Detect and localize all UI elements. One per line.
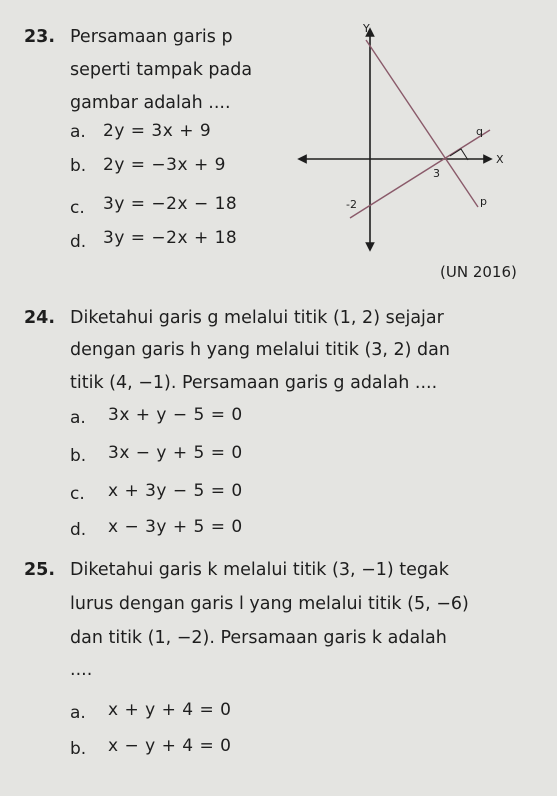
q24-option-letter: b. — [70, 446, 87, 466]
q24-stem-line: dengan garis h yang melalui titik (3, 2) dan — [70, 340, 450, 360]
line-q — [366, 40, 478, 207]
q23-option-c: 3y = −2x − 18 — [103, 194, 238, 214]
q23-stem-line: gambar adalah .... — [70, 93, 231, 113]
q24-stem-line: Diketahui garis g melalui titik (1, 2) sejajar — [70, 308, 444, 328]
line-p — [350, 130, 490, 218]
q23-source: (UN 2016) — [440, 263, 517, 281]
q25-stem-line: lurus dengan garis l yang melalui titik (5, −6) — [70, 594, 469, 614]
q23-option-letter: a. — [70, 122, 86, 142]
q25-option-letter: b. — [70, 739, 87, 759]
q25-option-a: x + y + 4 = 0 — [108, 700, 232, 720]
q23-stem-line: seperti tampak pada — [70, 60, 253, 80]
q24-option-a: 3x + y − 5 = 0 — [108, 405, 243, 425]
q24-number: 24. — [24, 308, 56, 328]
q23-option-letter: d. — [70, 232, 87, 252]
q23-option-d: 3y = −2x + 18 — [103, 228, 238, 248]
q24-option-letter: c. — [70, 484, 85, 504]
q24-option-b: 3x − y + 5 = 0 — [108, 443, 243, 463]
q24-option-d: x − 3y + 5 = 0 — [108, 517, 243, 537]
q24-option-letter: d. — [70, 520, 87, 540]
q25-stem-line: .... — [70, 660, 93, 680]
q24-option-letter: a. — [70, 408, 86, 428]
line-q-label: q — [476, 125, 483, 138]
q25-stem-line: dan titik (1, −2). Persamaan garis k adalah — [70, 628, 447, 648]
q23-option-a: 2y = 3x + 9 — [103, 121, 212, 141]
q24-stem-line: titik (4, −1). Persamaan garis g adalah .... — [70, 373, 438, 393]
q23-number: 23. — [24, 27, 56, 47]
q25-stem-line: Diketahui garis k melalui titik (3, −1) tegak — [70, 560, 449, 580]
q24-option-c: x + 3y − 5 = 0 — [108, 481, 243, 501]
q23-option-letter: b. — [70, 156, 87, 176]
y-axis-label: Y — [363, 22, 370, 35]
x-axis-label: X — [496, 153, 504, 166]
x-intercept-label: 3 — [433, 167, 440, 180]
q23-option-b: 2y = −3x + 9 — [103, 155, 226, 175]
q23-graph — [290, 22, 520, 252]
q25-number: 25. — [24, 560, 56, 580]
q23-option-letter: c. — [70, 198, 85, 218]
line-p-label: p — [480, 195, 487, 208]
y-intercept-label: -2 — [346, 198, 357, 211]
q25-option-letter: a. — [70, 703, 86, 723]
q23-stem-line: Persamaan garis p — [70, 27, 233, 47]
q25-option-b: x − y + 4 = 0 — [108, 736, 232, 756]
